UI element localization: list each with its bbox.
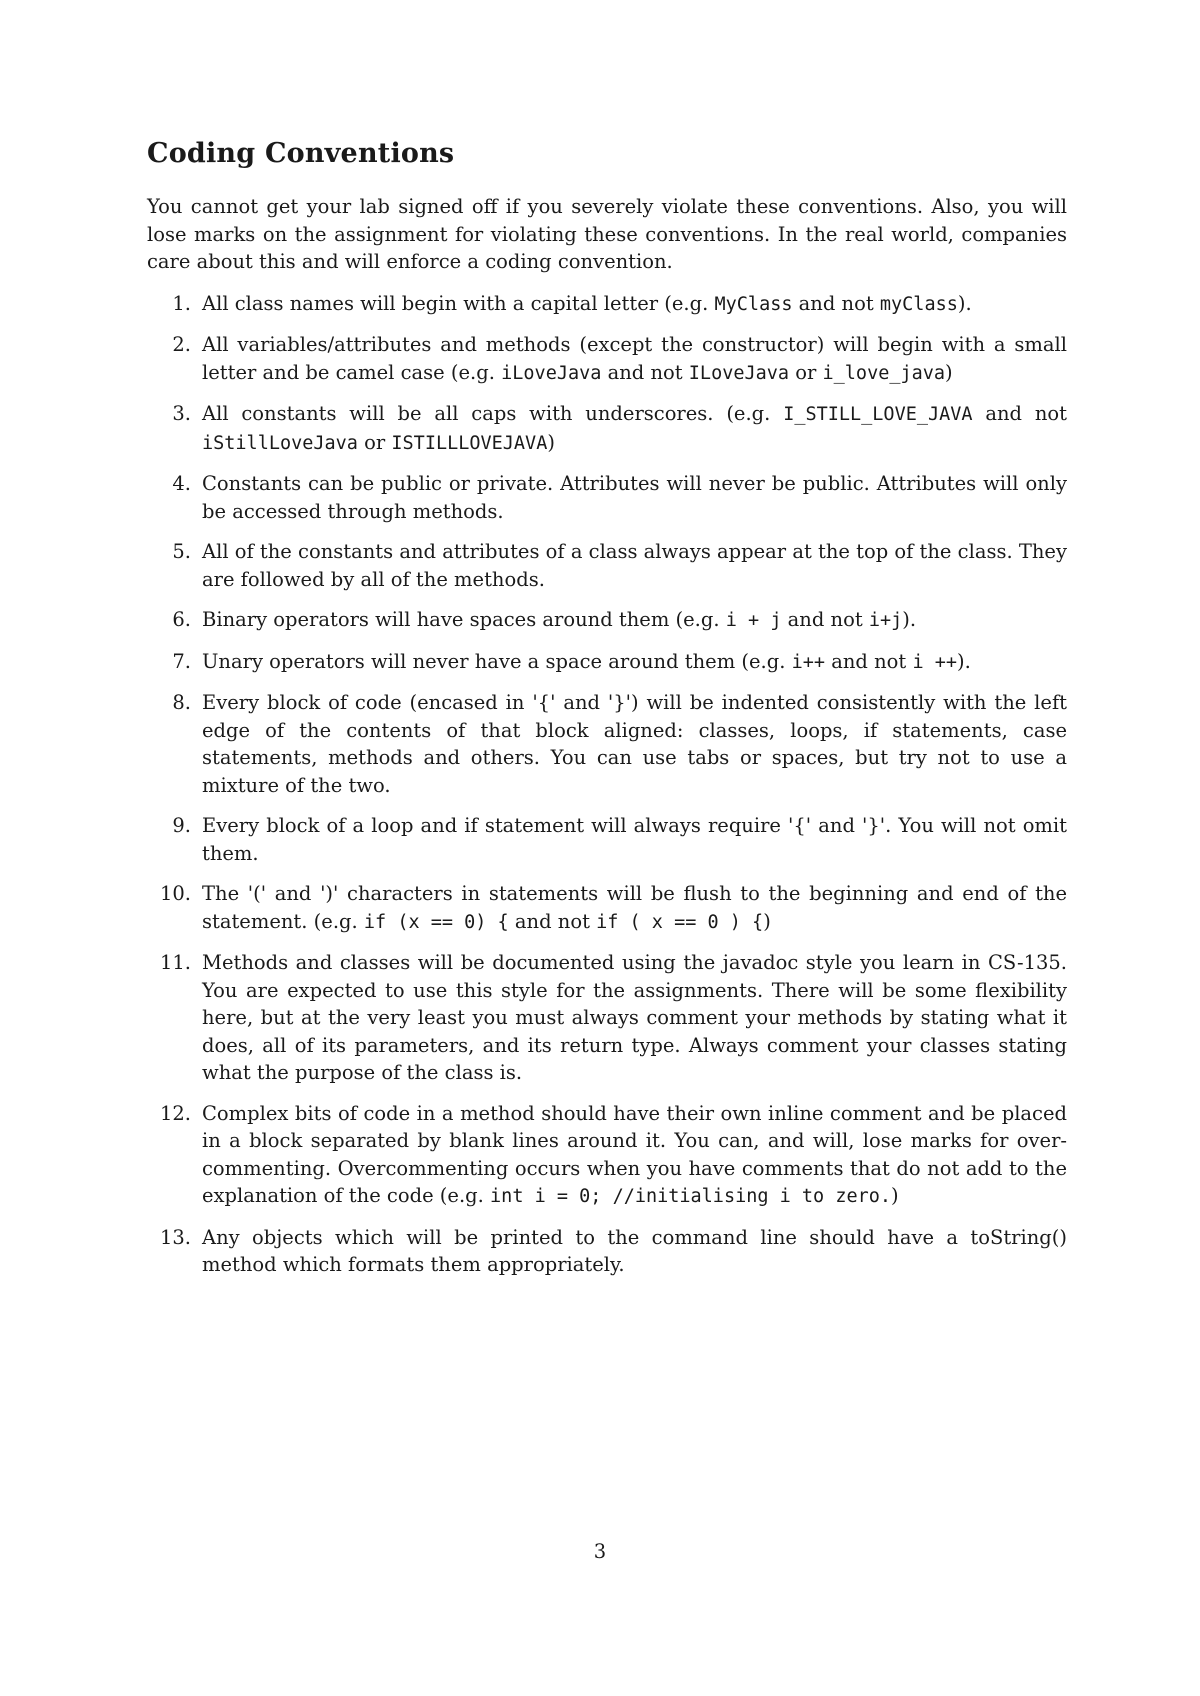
text-segment: Methods and classes will be documented using the javadoc style you learn in CS-135. You are expected to use this style for the assignments. There will be some flexibility here, but at the very least you must always comment your methods by stating what it does, all of its parameters, and its return type. Always comment your classes stating what the purpose of the class is. (202, 951, 1067, 1084)
text-segment: Any objects which will be printed to the command line should have a toString() method which formats them appropriately. (202, 1225, 1067, 1276)
item-number: 7. (172, 649, 191, 673)
item-text (202, 540, 1067, 591)
list-item (147, 1224, 1067, 1279)
text-segment: ) (547, 430, 555, 454)
text-segment: or (357, 430, 392, 454)
code-snippet: if ( x == 0 ) { (596, 911, 764, 933)
code-snippet: I_STILL_LOVE_JAVA (783, 404, 973, 425)
list-item (147, 538, 1067, 593)
code-snippet: i++ (791, 651, 826, 673)
list-item (147, 880, 1067, 936)
code-snippet: i_love_java (822, 362, 946, 384)
item-number: 5. (172, 540, 191, 563)
text-segment: All constants will be all caps with underscores. (e.g. (202, 402, 784, 425)
item-text (202, 333, 1067, 384)
list-item (147, 290, 1067, 319)
list-item (147, 470, 1067, 525)
text-segment: ) (763, 909, 771, 933)
item-number: 2. (172, 333, 191, 356)
page-number: 3 (593, 1540, 607, 1563)
code-snippet: i + j (725, 610, 782, 631)
code-snippet: i ++ (912, 651, 958, 673)
item-number: 3. (172, 402, 191, 425)
text-segment: ) (945, 360, 953, 384)
text-segment: ). (902, 608, 917, 631)
item-text (202, 650, 971, 673)
code-snippet: ISTILLLOVEJAVA (391, 432, 548, 454)
item-text (202, 951, 1067, 1084)
list-item (147, 606, 1067, 635)
item-number: 1. (172, 291, 191, 315)
text-segment: and not (601, 360, 689, 384)
code-snippet: myClass (879, 293, 958, 315)
intro-paragraph: You cannot get your lab signed off if you severely violate these conventions. Also, you will lose marks on the assignment for violating these conventions. In the real world, companies care about this and will enforce a coding convention. (147, 195, 1067, 273)
code-snippet: ILoveJava (688, 362, 790, 384)
text-segment: The '(' and ')' characters in statements will be flush to the beginning and end of the statement. (e.g. (202, 882, 1067, 933)
item-text (202, 1226, 1067, 1277)
item-text (202, 292, 972, 315)
item-text (202, 608, 916, 631)
text-segment: ). (957, 649, 971, 673)
item-text (202, 882, 1067, 933)
conventions-list (147, 290, 1067, 1279)
list-item (147, 949, 1067, 1087)
text-segment: Every block of a loop and if statement will always require '{' and '}'. You will not omit them. (202, 814, 1067, 865)
list-item (147, 812, 1067, 867)
text-segment: ). (957, 291, 972, 315)
item-number: 4. (172, 472, 191, 495)
item-text (202, 814, 1067, 865)
document-page (147, 138, 1067, 1292)
list-item (147, 331, 1067, 387)
item-number: 11. (159, 951, 191, 974)
text-segment: Binary operators will have spaces around them (e.g. (202, 608, 726, 631)
text-segment: All class names will begin with a capital letter (e.g. (202, 291, 715, 315)
text-segment: and not (781, 608, 869, 631)
text-segment: Every block of code (encased in '{' and '}') will be indented consistently with the left edge of the contents of that block aligned: classes, loops, if statements, case statements, methods and others. You can use tabs or spaces, but try not to use a mixture of the two. (202, 691, 1067, 797)
item-text (202, 691, 1067, 797)
item-number: 9. (172, 814, 191, 837)
code-snippet: if (x == 0) { (363, 911, 509, 933)
item-number: 8. (172, 691, 191, 714)
item-number: 6. (172, 608, 191, 631)
code-snippet: iStillLoveJava (202, 432, 358, 454)
item-text (202, 402, 1067, 454)
list-item (147, 1100, 1067, 1211)
code-snippet: iLoveJava (501, 362, 602, 384)
item-number: 12. (159, 1101, 191, 1125)
text-segment: ) (891, 1184, 899, 1207)
item-text (202, 1102, 1067, 1208)
text-segment: Constants can be public or private. Attributes will never be public. Attributes will only be accessed through methods. (202, 472, 1067, 523)
text-segment: Complex bits of code in a method should have their own inline comment and be placed in a block separated by blank lines around it. You can, and will, lose marks for over-commenting. Overcommenting occurs when you have comments that do not add to the explanation of the code (e.g. (202, 1101, 1067, 1207)
text-segment: and not (508, 909, 597, 933)
item-number: 10. (159, 882, 191, 905)
list-item (147, 400, 1067, 457)
section-title: Coding Conventions (147, 138, 455, 169)
code-snippet: MyClass (714, 293, 793, 315)
text-segment: or (789, 360, 823, 384)
text-segment: and not (792, 291, 880, 315)
code-snippet: int i = 0; //initialising i to zero. (490, 1186, 892, 1207)
text-segment: and not (972, 402, 1067, 425)
code-snippet: i+j (868, 610, 903, 631)
list-item (147, 689, 1067, 799)
item-text (202, 472, 1067, 523)
text-segment: and not (825, 649, 913, 673)
item-number: 13. (159, 1225, 191, 1249)
text-segment: All of the constants and attributes of a class always appear at the top of the class. They are followed by all of the methods. (202, 540, 1067, 591)
list-item (147, 648, 1067, 677)
text-segment: Unary operators will never have a space around them (e.g. (202, 649, 792, 673)
text-segment: All variables/attributes and methods (except the constructor) will begin with a small letter and be camel case (e.g. (202, 333, 1067, 384)
